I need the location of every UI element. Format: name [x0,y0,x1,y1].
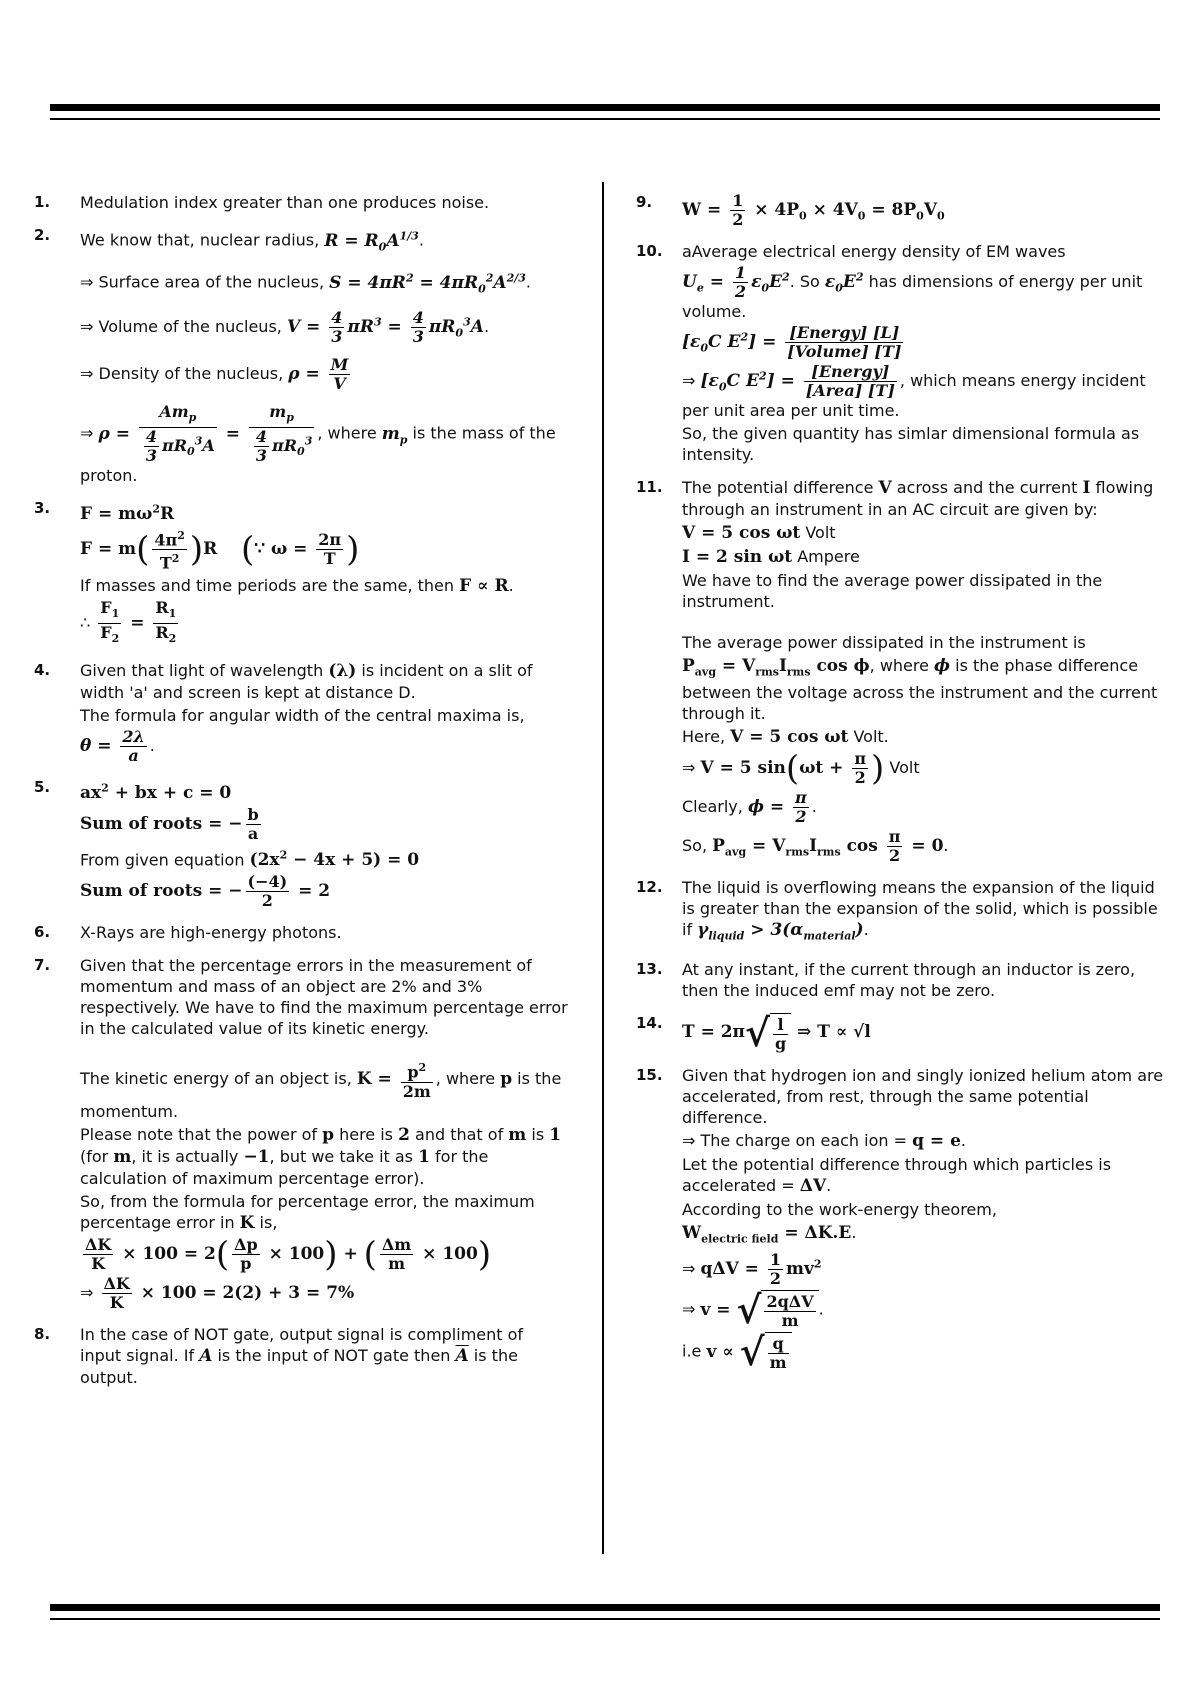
math-eps-e2: $\varepsilon_0E^2$ [824,270,864,295]
math-voltage: V = 5 cos ωt [682,523,801,543]
answer-text: Ampere [792,547,860,566]
column-divider [602,182,604,1554]
answer-text: From given equation [80,850,250,870]
math-pendulum: T = 2π√ $\frac{l}{g}$ ⇒ T ∝ √l [682,1009,871,1055]
answer-line [682,750,1170,787]
left-column [34,190,568,1400]
answer-text: flowing through an instrument in an AC circuit are given by: [682,478,1154,519]
answer-text: According to the work-energy theorem, [682,1199,997,1219]
math-velocity: v = √ $\frac{\text{2qΔV}}{m}$ [701,1300,819,1320]
answer-text: The kinetic energy of an object is, [80,1069,357,1089]
answer-text: ⇒ The charge on each ion = [682,1130,913,1150]
answer-line [80,356,568,393]
answer-line [682,192,1170,229]
answer-text: So, [682,836,713,856]
answer-text: In the case of NOT gate, output signal is compliment of input signal. If [80,1324,524,1365]
math-phi-value: ϕ = $\frac{\pi}{2}$ [747,788,807,827]
answer-text: has dimensions of energy per unit volume. [682,272,1143,321]
math-k: K [239,1212,255,1233]
question-number: 8. [34,1324,51,1343]
answer-text: The liquid is overflowing means the expansion of the liquid is greater than the expansion of the solid, which is possible if [682,878,1158,940]
answer-text: Let the potential difference through which particles is accelerated = [682,1154,1112,1195]
answer-text: So, the given quantity has simlar dimensional formula as intensity. [682,424,1140,464]
answer-line [682,522,1170,544]
question-4 [34,660,568,765]
answer-text: At any instant, if the current through an inductor is zero, then the induced emf may not be zero. [682,959,1136,1000]
answer-text: (for [80,1146,114,1166]
answer-text: is the mass of the proton. [80,423,556,486]
answer-line [682,264,1170,322]
answer-line [682,546,1170,568]
math-lambda: (λ) [328,660,357,681]
answer-line: Clearly, ϕ = $\frac{\pi}{2}$ . [682,788,817,827]
answer-line [80,1059,568,1121]
math-work-energy: $W_{electric field} = \Delta K.E$ [682,1222,852,1246]
answer-text: The formula for angular width of the central maxima is, [80,705,525,725]
answer-line: If masses and time periods are the same, then F ∝ R. [80,575,514,596]
answer-text: is [526,1124,550,1144]
answer-text: ⇒ [682,758,701,778]
answer-text: ⇒ Volume of the nucleus, [80,317,287,337]
answer-line [80,1191,568,1234]
answer-text: is the phase difference between the voltage across the instrument and the current through it. [682,656,1158,724]
question-number: 14. [636,1013,663,1032]
question-number: 2. [34,226,51,244]
answer-line [80,1324,568,1388]
answer-line [80,1124,568,1189]
math-voltage: V = 5 cos ωt [730,727,849,748]
question-number: 4. [34,660,51,679]
math-proportional: F ∝ R [459,575,509,596]
answer-line [682,1251,1170,1288]
math-m: m [508,1124,527,1145]
question-2 [34,225,568,486]
question-number: 1. [34,193,51,211]
question-number: 15. [636,1065,663,1084]
answer-text: i.e [682,1341,707,1361]
question-number: 9. [636,193,653,211]
answer-text: is the input of NOT gate then [212,1345,456,1365]
math-density: ρ = $\frac{M}{V}$ [288,355,349,394]
answer-text: , but we take it as [269,1146,419,1166]
answer-line: The liquid is overflowing means the expansion of the liquid is greater than the expansion of the solid, which is possible if $\gamma_{liquid} > 3(\alpha_{material})$. [682,878,1158,943]
answer-text: Given that light of wavelength [80,660,329,680]
math-dimension-2: [$\varepsilon_0C$ $E^2$] = $\frac{\text{[Energy]}}{\text{[Area] [T]}}$ [700,362,895,400]
answer-text: ⇒ Density of the nucleus, [80,364,289,384]
math-sum-of-roots: Sum of roots = − $\frac{b}{a}$ [80,804,259,843]
answer-text: is the output. [80,1345,518,1387]
answer-text: Volt [884,758,920,778]
answer-text: So, from the formula for percentage error, the maximum percentage error in [80,1191,535,1232]
answer-line [80,806,568,843]
math-i: I [1082,478,1091,498]
math-p: p [500,1069,513,1090]
answer-line [80,599,568,648]
answer-text: , it is actually [131,1146,244,1166]
math-v: V [878,478,892,498]
question-number: 7. [34,956,51,975]
math-surface-area: $S = 4\pi R^2 = 4\pi R_0^2A^{2/3}$ [329,271,526,296]
answer-line [682,726,1170,748]
answer-line [682,1009,1170,1055]
math-minus-one: −1 [243,1146,270,1167]
answer-text: for the calculation of maximum percentage error). [80,1146,489,1188]
math-energy-eq: qΔV = $\frac{1}{2}$ $mv^2$ [700,1250,822,1289]
answer-line: $W_{electric field} = \Delta K.E$. [682,1222,857,1246]
answer-line [682,324,1170,361]
question-number: 13. [636,959,663,978]
question-number: 5. [34,777,51,796]
answer-text: We have to find the average power dissipated in the instrument. [682,571,1103,611]
math-quadratic: $ax^2$ + bx + c = 0 [80,780,232,803]
answer-text: Please note that the power of [80,1124,323,1144]
answer-line [80,845,568,872]
math-dimension-1: [$\varepsilon_0C$ $E^2$] = $\frac{\text{[Energy] [L]}}{\text{[Volume] [T]}}$ [682,323,902,361]
question-5 [34,777,568,910]
answer-text: is the momentum. [80,1069,562,1121]
math-expansion-condition: $\gamma_{liquid} > 3(\alpha_{material})$ [697,920,864,943]
answer-line: ⇒ Surface area of the nucleus, $S = 4\pi R^2 = 4\pi R_0^2A^{2/3}$. [80,271,532,296]
math-charge: q = e [912,1130,961,1151]
math-force-expanded: F = m( $\frac{4\pi^2}{T^2}$ )R (∵ ω = $\frac{2\pi}{T}$ ) [80,528,360,573]
question-number: 11. [636,478,663,496]
question-3 [34,498,568,648]
answer-line: θ = $\frac{2\lambda}{a}$ . [80,726,155,765]
math-delta-v: ΔV [799,1175,827,1196]
answer-text: Clearly, [682,797,748,817]
answer-text: ⇒ [80,423,99,443]
question-9 [636,192,1170,229]
question-12 [636,877,1170,946]
question-number: 12. [636,878,663,897]
answer-line [80,1275,568,1312]
math-current: I = 2 sin ωt [682,547,793,567]
answer-line [682,1329,1170,1375]
math-ratio: $\frac{F_1}{F_2}$ = $\frac{R_1}{R_2}$ [100,597,177,645]
answer-text: across and the current [891,478,1083,497]
math-phi: ϕ [934,656,951,676]
answer-text: If masses and time periods are the same, then [80,575,460,595]
math-volume: V = $\frac{4}{3}$ $\pi R^3$ = $\frac{4}{3}$ $\pi R_0^3A$ [286,308,484,347]
answer-text: , where [435,1069,501,1089]
answer-text: Volt [800,523,836,542]
math-one: 1 [549,1124,562,1145]
header-rule-thin [50,118,1160,120]
answer-text: . So [789,272,825,291]
answer-text: ⇒ [682,1299,701,1319]
math-force: $F = m\omega^2R$ [80,502,175,524]
math-two: 2 [398,1124,410,1145]
answer-line [80,527,568,573]
question-6 [34,922,568,943]
answer-text: is incident on a slit of width 'a' and screen is kept at distance D. [80,660,533,702]
answer-text: ⇒ [682,1259,701,1279]
question-7 [34,955,568,1311]
answer-text: , which means energy incident per unit area per unit time. [682,371,1146,420]
answer-text: Medulation index greater than one produces noise. [80,193,490,212]
answer-text: , where [317,423,382,443]
right-column [636,190,1170,1384]
math-avg-power: $P_{avg} = V_{rms}I_{rms}$ cos ϕ [682,656,870,679]
question-10 [636,241,1170,465]
math-proton-mass: $m_p$ [381,423,408,447]
math-sum-result: Sum of roots = − $\frac{(-4)}{2}$ = 2 [80,872,331,911]
math-p: p [322,1124,334,1145]
math-percentage-error: $\frac{\Delta K}{K}$ × 100 = 2( $\frac{\Delta p}{p}$ × 100) + ( $\frac{\Delta m}{m}$ × 100) [85,1234,492,1275]
answer-text: The average power dissipated in the instrument is [682,633,1086,652]
answer-line: ⇒ The charge on each ion = q = e. [682,1130,966,1151]
math-percentage-result: $\frac{\Delta K}{K}$ × 100 = 2(2) + 3 = 7% [103,1273,355,1312]
question-1 [34,192,568,213]
answer-line: So, $P_{avg} = V_{rms}I_{rms}$ cos $\frac{\pi}{2}$ = 0. [682,827,949,866]
header-rule-thick [50,104,1160,111]
math-one: 1 [418,1146,430,1167]
math-work: W = $\frac{1}{2}$ × $4P_0 \times 4V_0 = 8P_0V_0$ [682,191,945,229]
footer-rule-thick [50,1604,1160,1611]
answer-line [80,1236,568,1273]
math-voltage-sin: V = 5 sin(ωt + $\frac{\pi}{2}$ ) [700,748,885,789]
answer-text: ⇒ Surface area of the nucleus, [80,272,330,292]
math-kinetic-energy: K = $\frac{p^2}{2m}$ [356,1061,431,1101]
answer-text: is, [254,1212,278,1232]
math-avg-power-zero: $P_{avg} = V_{rms}I_{rms}$ cos $\frac{\pi}{2}$ = 0 [712,827,944,866]
answer-line [682,363,1170,421]
question-8 [34,1324,568,1388]
math-given-equation: $(2x^2 - 4x + 5) = 0$ [249,848,420,871]
answer-text: Here, [682,727,731,747]
answer-text: The potential difference [682,478,879,497]
math-density-derivation: ρ = $Am_p$ $\frac{4}{3}$ $\pi R_0^3A$ = $m_p$ $\frac{4}{3}$ $\pi R_0^3$ [98,402,313,466]
answer-text: , where [869,656,935,675]
question-number: 10. [636,242,663,260]
math-angular-width: θ = $\frac{2\lambda}{a}$ [80,726,145,765]
answer-text: ∴ [80,612,96,632]
answer-text: Volt. [848,727,889,747]
math-velocity-proportional: v ∝ √ $\frac{q}{m}$ [706,1342,791,1362]
answer-text: ⇒ [682,371,701,390]
answer-line [80,660,568,703]
answer-line [80,873,568,910]
answer-text: Given that the percentage errors in the measurement of momentum and mass of an object are 2% and 3% respectively. We have to find the maximum percentage error in the calculated value of its kinetic energy. [80,956,568,1039]
question-13 [636,959,1170,1001]
answer-text: We know that, nuclear radius, [80,230,325,250]
answer-line [80,498,568,525]
answer-text: Given that hydrogen ion and singly ionized helium atom are accelerated, from rest, through the same potential difference. [682,1065,1164,1127]
answer-line [682,477,1170,520]
math-a-bar: $\overline{A}$ [455,1345,469,1366]
answer-line: ⇒ v = √ $\frac{\text{2qΔV}}{m}$ . [682,1287,824,1333]
math-a: A [199,1345,213,1366]
question-14 [636,1009,1170,1055]
math-m: m [113,1146,132,1167]
math-radius-formula: $R = R_0A^{1/3}$ [324,229,419,254]
question-number: 6. [34,923,51,942]
footer-rule-thin [50,1618,1160,1620]
answer-text: ⇒ [80,1282,99,1302]
answer-line [682,655,1170,724]
answer-text: and that of [409,1124,509,1144]
question-15 [636,1065,1170,1375]
answer-text: here is [334,1124,399,1144]
question-11 [636,477,1170,865]
answer-text: X-Rays are high-energy photons. [80,923,342,943]
math-energy-density: $U_e$ = $\frac{1}{2}$ $\varepsilon_0E^2$ [682,263,790,301]
answer-line [80,403,568,486]
answer-text: aAverage electrical energy density of EM waves [682,242,1066,261]
answer-line: Let the potential difference through which particles is accelerated = ΔV. [682,1154,1112,1196]
answer-line: ⇒ Volume of the nucleus, V = $\frac{4}{3}$ $\pi R^3$ = $\frac{4}{3}$ $\pi R_0^3A$. [80,308,490,347]
answer-line [80,777,568,804]
question-number: 3. [34,499,51,518]
answer-line: We know that, nuclear radius, $R = R_0A^{1/3}$. [80,229,424,254]
